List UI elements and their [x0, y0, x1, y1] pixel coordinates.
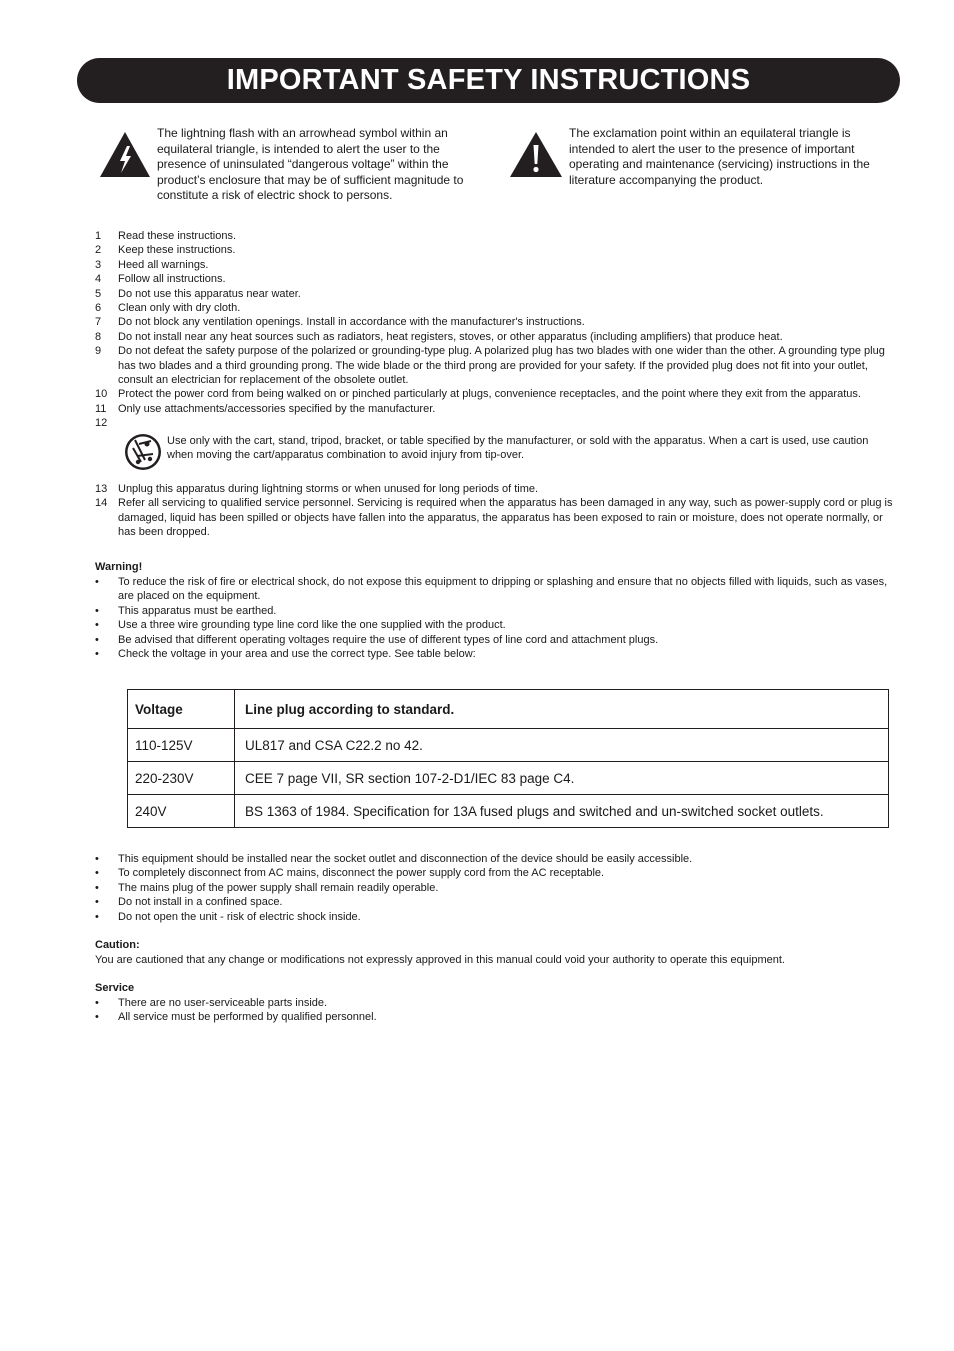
- list-item: • This equipment should be installed near the socket outlet and disconnection of the device should be easily accessible.: [95, 853, 693, 865]
- cart-warning-text: Use only with the cart, stand, tripod, bracket, or table specified by the manufacturer, or sold with the apparatus. When a cart is used, use caution when moving the cart/apparatus combination to avoid injury from tip-over.: [167, 434, 869, 462]
- list-item: • This apparatus must be earthed.: [95, 604, 277, 617]
- table-row: [128, 762, 889, 795]
- list-item: 9 Do not defeat the safety purpose of the polarized or grounding-type plug. A polarized plug has two blades with one wider than the other. A grounding type plug has two blades and a third grounding prong. The wide blade or the third prong are provided for your safety. If the provided plug does not fit into your outlet, consult an electrician for replacement of the obsolete outlet.: [95, 345, 885, 387]
- table-header-row: [128, 690, 889, 729]
- cart-warning-row: [95, 431, 895, 475]
- table-cell: CEE 7 page VII, SR section 107-2-D1/IEC 83 page C4.: [235, 762, 889, 795]
- instruction-list: [95, 229, 895, 539]
- table-cell: 110-125V: [128, 729, 235, 762]
- lightning-symbol-text: The lightning flash with an arrowhead symbol within an equilateral triangle, is intended to alert the user to the presence of uninsulated “dangerous voltage” within the product’s enclosure that may be of sufficient magnitude to constitute a risk of electric shock to persons.: [157, 126, 464, 202]
- list-item: • The mains plug of the power supply shall remain readily operable.: [95, 881, 439, 894]
- exclamation-warning-icon: [509, 130, 563, 178]
- list-item: • Check the voltage in your area and use the correct type. See table below:: [95, 648, 476, 661]
- voltage-table: [127, 689, 889, 828]
- exclamation-symbol-text: The exclamation point within an equilateral triangle is intended to alert the user to the presence of important operating and maintenance (servicing) instructions in the literature accompanying the product.: [569, 126, 870, 187]
- list-item: 12: [95, 417, 108, 430]
- title-banner: [77, 58, 900, 103]
- list-item: • All service must be performed by qualified personnel.: [95, 1011, 377, 1024]
- warning-list: [95, 575, 895, 661]
- page-title: IMPORTANT SAFETY INSTRUCTIONS: [226, 64, 751, 96]
- table-row: [128, 795, 889, 828]
- table-cell: 240V: [128, 795, 235, 828]
- list-item: • To completely disconnect from AC mains, disconnect the power supply cord from the AC receptable.: [95, 867, 605, 880]
- service-list: [95, 996, 895, 1025]
- list-item: • Be advised that different operating voltages require the use of different types of line cord and attachment plugs.: [95, 633, 659, 646]
- list-item: 10 Protect the power cord from being walked on or pinched particularly at plugs, convenience receptacles, and the point where they exit from the apparatus.: [95, 388, 861, 401]
- list-item: 14 Refer all servicing to qualified service personnel. Servicing is required when the apparatus has been damaged in any way, such as power-supply cord or plug is damaged, liquid has been spilled or objects have fallen into the apparatus, the apparatus has been exposed to rain or moisture, does not operate normally, or has been dropped.: [95, 497, 893, 538]
- list-item: 7 Do not block any ventilation openings. Install in accordance with the manufacturer's instructions.: [95, 316, 585, 329]
- list-item: 8 Do not install near any heat sources such as radiators, heat registers, stoves, or other apparatus (including amplifiers) that produce heat.: [95, 330, 783, 343]
- list-item: 1 Read these instructions.: [95, 230, 237, 242]
- caution-text: You are cautioned that any change or modifications not expressly approved in this manual could void your authority to operate this equipment.: [95, 954, 785, 966]
- list-item: • To reduce the risk of fire or electrical shock, do not expose this equipment to dripping or splashing and ensure that no objects filled with liquids, such as vases, are placed on the equipment.: [95, 576, 888, 603]
- list-item: 13 Unplug this apparatus during lightning storms or when unused for long periods of time.: [95, 482, 539, 495]
- caution-heading: Caution:: [95, 939, 140, 951]
- list-item: 2 Keep these instructions.: [95, 244, 236, 257]
- cart-tipover-icon: [123, 432, 163, 472]
- table-row: [128, 729, 889, 762]
- list-item: 3 Heed all warnings.: [95, 258, 209, 271]
- list-item: 6 Clean only with dry cloth.: [95, 302, 241, 315]
- list-item: • Use a three wire grounding type line cord like the one supplied with the product.: [95, 619, 506, 632]
- install-notes-list: [95, 852, 895, 924]
- list-item: • Do not open the unit - risk of electric shock inside.: [95, 910, 361, 923]
- table-header-cell: Line plug according to standard.: [235, 690, 889, 729]
- table-cell: BS 1363 of 1984. Specification for 13A fused plugs and switched and un-switched socket outlets.: [235, 795, 889, 828]
- list-item: 5 Do not use this apparatus near water.: [95, 287, 301, 300]
- list-item: 4 Follow all instructions.: [95, 273, 226, 286]
- table-header-cell: Voltage: [128, 690, 235, 729]
- table-cell: 220-230V: [128, 762, 235, 795]
- list-item: • Do not install in a confined space.: [95, 896, 283, 909]
- list-item: • There are no user-serviceable parts inside.: [95, 997, 328, 1009]
- table-cell: UL817 and CSA C22.2 no 42.: [235, 729, 889, 762]
- service-heading: Service: [95, 982, 135, 994]
- warning-heading: Warning!: [95, 561, 143, 573]
- list-item: 11 Only use attachments/accessories specified by the manufacturer.: [95, 402, 436, 415]
- lightning-warning-icon: [99, 130, 151, 178]
